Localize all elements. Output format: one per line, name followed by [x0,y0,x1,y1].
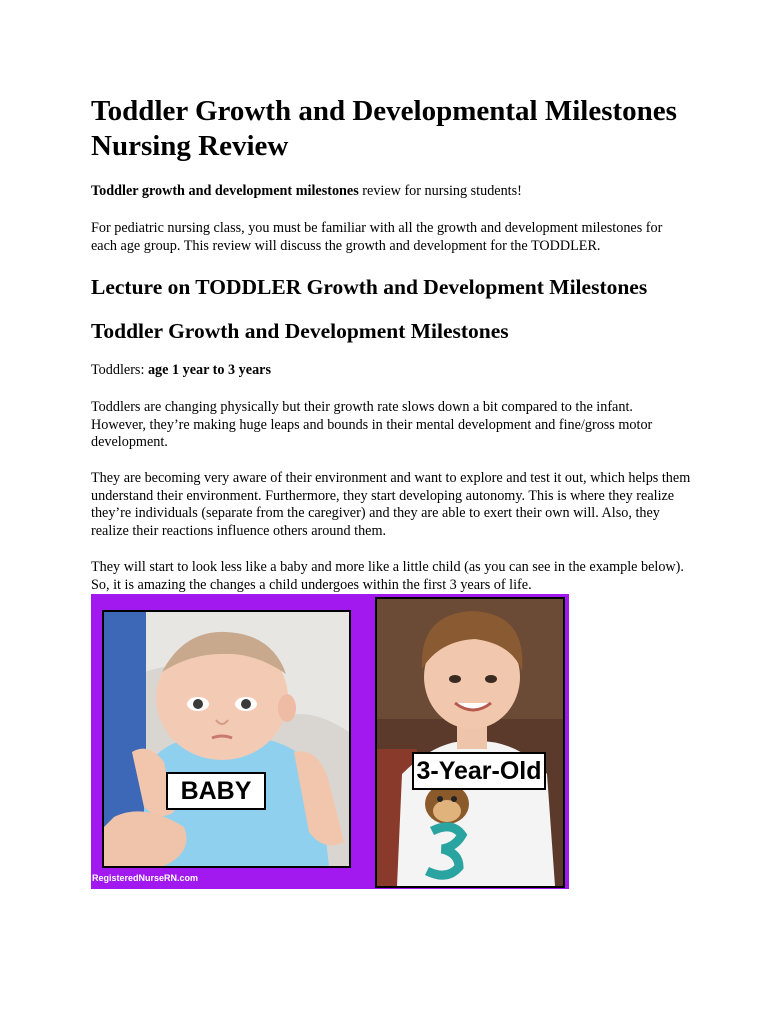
child-label: 3-Year-Old [412,752,546,790]
baby-photo [102,610,351,868]
baby-label: BABY [166,772,266,810]
watermark-text: RegisteredNurseRN.com [92,873,199,883]
milestones-heading: Toddler Growth and Development Milestones [91,319,509,343]
age-paragraph [91,362,271,380]
child-photo [375,597,565,888]
intro-paragraph [91,183,522,201]
age-value: age 1 year to 3 years [147,362,271,378]
class-paragraph: For pediatric nursing class, you must be familiar with all the growth and development milestones for each age group. This review will discuss the growth and development for the TODDLER. [91,220,663,254]
comparison-figure [91,594,569,889]
age-label: Toddlers: [91,362,148,378]
intro-bold-text: Toddler growth and development milestones [91,183,359,199]
physical-paragraph: Toddlers are changing physically but their growth rate slows down a bit compared to the infant. However, they’re making huge leaps and bounds in their mental development and fine/gross motor development. [91,399,653,451]
document-body [91,94,691,593]
page-title: Toddler Growth and Developmental Milestones Nursing Review [91,95,677,162]
environment-paragraph: They are becoming very aware of their environment and want to explore and test it out, which helps them understand their environment. Furthermore, they start developing autonomy. This is where they realize they’re individuals (separate from the caregiver) and they are able to exert their own will. Also, they realize their reactions influence others around them. [91,470,691,539]
intro-rest-text: review for nursing students! [358,183,522,199]
lecture-heading: Lecture on TODDLER Growth and Development Milestones [91,275,648,299]
change-paragraph: They will start to look less like a baby and more like a little child (as you can see in the example below). So, it is amazing the changes a child undergoes within the first 3 years of life. [91,559,684,593]
baby-illustration [104,612,349,866]
child-illustration [377,599,563,886]
